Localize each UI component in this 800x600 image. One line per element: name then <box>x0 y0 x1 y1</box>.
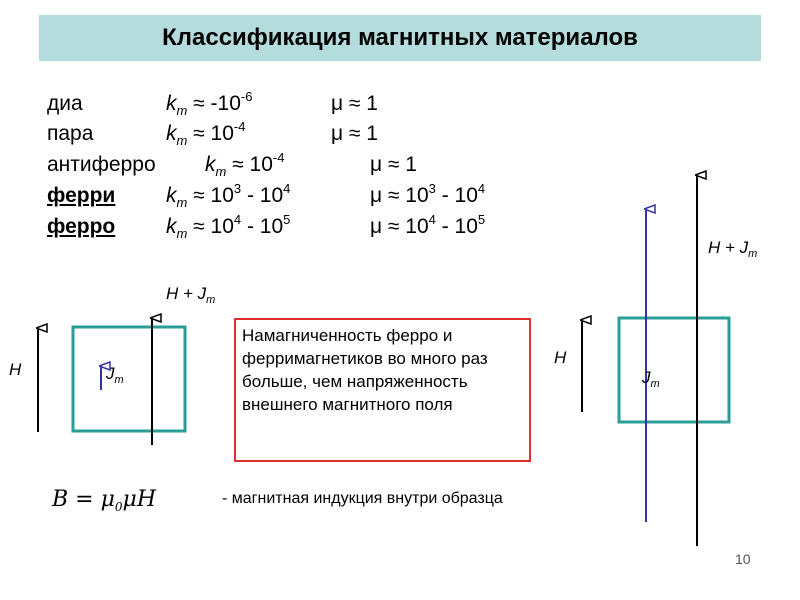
formula-description: - магнитная индукция внутри образца <box>222 490 503 507</box>
km-value: $k_m \approx 10^3 - 10^4$ <box>166 181 291 210</box>
km-value: $k_m \approx -10^{-6}$ <box>166 89 253 118</box>
mu-value: μ ≈ 1 <box>331 92 378 115</box>
page-number: 10 <box>735 551 751 567</box>
note-box: Намагниченность ферро и ферримагнетиков во много раз больше, чем напряженность внешнего магнитного поля <box>234 318 531 462</box>
mu-value: $\mu \approx 10^4 - 10^5$ <box>370 212 486 238</box>
material-name: ферро <box>47 215 116 238</box>
sample-box-left <box>73 327 185 431</box>
km-value: $k_m \approx 10^{-4}$ <box>166 119 246 148</box>
material-name: диа <box>47 92 83 115</box>
mu-value: μ ≈ 1 <box>331 122 378 145</box>
sample-box-right <box>619 318 729 422</box>
material-name: ферри <box>47 184 116 207</box>
h-label-right: H <box>554 348 567 367</box>
jm-label-right: $J_m$ <box>642 368 660 390</box>
material-name: пара <box>47 122 94 145</box>
page-title: Классификация магнитных материалов <box>162 24 638 51</box>
km-value: $k_m \approx 10^4 - 10^5$ <box>166 212 291 241</box>
km-value: $k_m \approx 10^{-4}$ <box>205 150 285 179</box>
mu-value: $\mu \approx 10^3 - 10^4$ <box>370 181 486 207</box>
sum-label-right: $H + J_m$ <box>708 238 758 260</box>
sum-label-left: $H + J_m$ <box>166 284 216 306</box>
induction-formula: $B = \mu_0\mu H$ <box>52 487 157 514</box>
h-label-left: H <box>9 360 22 379</box>
mu-value: μ ≈ 1 <box>370 153 417 176</box>
jm-label-left: $J_m$ <box>106 364 124 386</box>
material-name: антиферро <box>47 153 156 176</box>
